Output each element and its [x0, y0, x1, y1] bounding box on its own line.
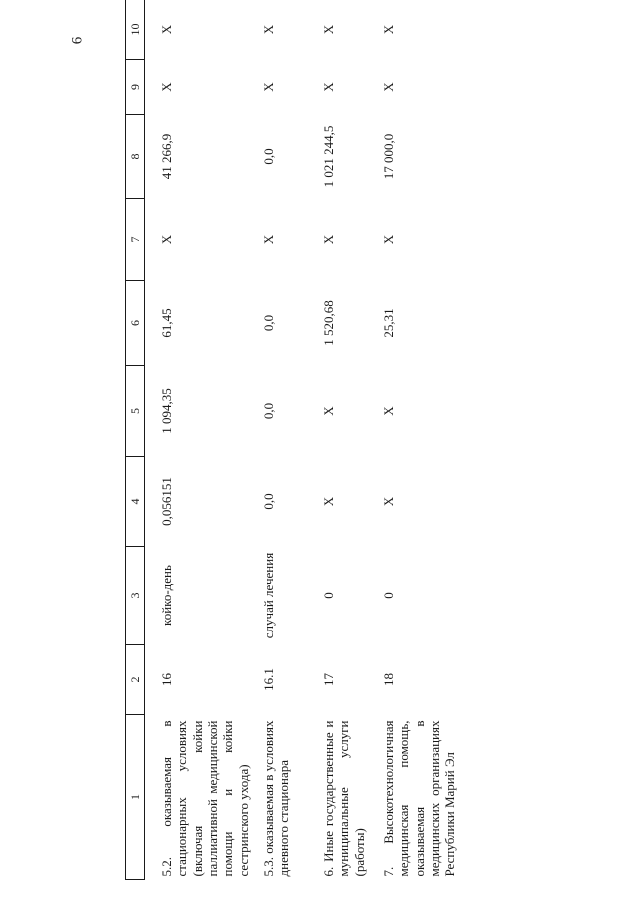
- row-cell: Х: [380, 406, 396, 416]
- header-col-3: 3: [126, 547, 145, 645]
- row-cell: Х: [320, 406, 336, 416]
- row-cell: 41 266,9: [159, 133, 174, 180]
- table-row: [145, 0, 251, 880]
- row-cell: Х: [159, 234, 174, 245]
- row-line-code: 16: [159, 673, 174, 686]
- header-col-9: 9: [126, 60, 145, 115]
- table-header: [126, 0, 145, 880]
- rotated-table-wrapper: [125, 0, 475, 880]
- row-cell: Х: [260, 24, 276, 35]
- row-cell: Х: [159, 82, 174, 92]
- row-cell: Х: [380, 496, 396, 507]
- header-col-4: 4: [126, 457, 145, 547]
- row-cell: 0,0: [260, 314, 276, 332]
- header-col-6: 6: [126, 281, 145, 366]
- row-unit: 0: [380, 592, 396, 599]
- row-name: 5.2. оказываемая в стационарных условиях (включая койки паллиативной медицинской помощи и койки сестринского ухода): [159, 720, 251, 877]
- row-unit: 0: [320, 592, 336, 599]
- row-cell: Х: [320, 82, 336, 92]
- header-col-7: 7: [126, 199, 145, 281]
- table-row: [371, 0, 458, 880]
- header-col-5: 5: [126, 366, 145, 457]
- table-body: [145, 0, 458, 880]
- row-cell: 25,31: [380, 308, 396, 338]
- row-line-code: 17: [320, 673, 336, 686]
- row-cell: Х: [380, 24, 396, 35]
- table-row: [251, 0, 311, 880]
- row-cell: 1 021 244,5: [320, 125, 336, 188]
- row-cell: Х: [260, 82, 276, 92]
- header-col-1: 1: [126, 715, 145, 880]
- header-col-10: 10: [126, 0, 145, 60]
- row-cell: 1 520,68: [320, 300, 336, 346]
- page-number: 6: [69, 36, 86, 45]
- row-unit: койко-день: [159, 565, 174, 626]
- row-cell: Х: [320, 234, 336, 245]
- row-cell: 1 094,35: [159, 388, 174, 434]
- header-col-2: 2: [126, 645, 145, 715]
- row-cell: 0,0: [260, 148, 276, 165]
- row-name: 6. Иные государственные и муниципальные услуги (работы): [320, 720, 367, 877]
- row-cell: 0,056151: [159, 477, 174, 526]
- row-cell: Х: [260, 234, 276, 245]
- row-cell: Х: [320, 496, 336, 507]
- row-cell: 17 000,0: [380, 133, 396, 180]
- row-line-code: 16.1: [260, 668, 276, 691]
- row-cell: Х: [320, 24, 336, 35]
- row-name: 7. Высокотехнологичная медицинская помощь, оказываемая в медицинских организациях Республики Марий Эл: [380, 720, 458, 877]
- header-row: [126, 0, 145, 880]
- row-cell: 0,0: [260, 402, 276, 420]
- row-unit: случай лечения: [260, 552, 276, 639]
- row-cell: 61,45: [159, 308, 174, 338]
- table-row: [311, 0, 371, 880]
- row-cell: Х: [380, 82, 396, 92]
- row-name: 5.3. оказываемая в условиях дневного стационара: [260, 720, 292, 877]
- row-line-code: 18: [380, 673, 396, 686]
- data-table: [125, 0, 458, 880]
- header-col-8: 8: [126, 115, 145, 199]
- row-cell: 0,0: [260, 493, 276, 510]
- row-cell: Х: [159, 24, 174, 35]
- row-cell: Х: [380, 234, 396, 245]
